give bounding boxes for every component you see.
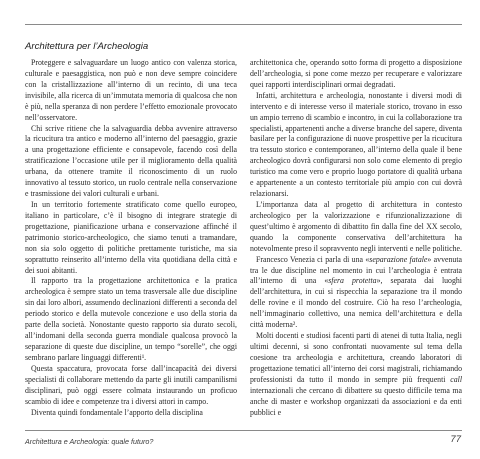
paragraph: Questa spaccatura, provocata forse dall’incapacità dei diversi specialisti di collaborare mettendo da parte gli inutili campanilismi disciplinari, può oggi essere colmata instaurando un proficuo scambio di idee e competenze tra i diversi attori in campo. xyxy=(25,363,237,406)
quote-italic: separazione fatale xyxy=(369,254,428,264)
text-run: Francesco Venezia ci parla di una « xyxy=(256,254,370,264)
paragraph: architettonica che, operando sotto forma di progetto a disposizione dell’archeologia, si pone come mezzo per recuperare e valorizzare quei rapporti interdisciplinari ormai degradati. xyxy=(250,58,462,89)
right-column xyxy=(250,58,462,420)
term-italic: call xyxy=(450,374,462,384)
section-title: Architettura per l’Archeologia xyxy=(25,41,149,52)
top-rule xyxy=(25,24,462,25)
paragraph xyxy=(250,331,462,418)
paragraph: Diventa quindi fondamentale l’apporto della disciplina xyxy=(31,407,203,417)
bottom-rule xyxy=(25,430,462,431)
paragraph: Infatti, architettura e archeologia, nonostante i diversi modi di intervento e di interesse verso il materiale storico, trovano in esso un ampio terreno di scambio e incontro, in cui la collaborazione tra specialisti, appartenenti anche a diverse branche del sapere, diventa basilare per la configurazione di nuove prospettive per la ricucitura tra tessuto storico e contemporaneo, all’interno della quale il bene archeologico dovrà configurarsi non solo come elemento di pregio turistico ma come vero e proprio luogo portatore di qualità urbana e appartenente a un contesto territoriale più ampio con cui dovrà relazionarsi. xyxy=(250,90,462,199)
paragraph: Chi scrive ritiene che la salvaguardia debba avvenire attraverso la ricucitura tra antico e moderno all’interno del paesaggio, grazie a una progettazione efficiente e consapevole, facendo così della stratificazione l’occasione utile per il miglioramento della qualità urbana, da ottenere tramite il riconoscimento di un ruolo innovativo al tessuto storico, un ruolo centrale nella conservazione e trasmissione dei valori culturali e urbani. xyxy=(25,123,237,199)
paragraph xyxy=(250,255,462,331)
quote-italic: sfera protetta xyxy=(328,276,377,286)
paragraph: L’importanza data al progetto di architettura in contesto archeologico per la valorizzazione e rifunzionalizzazione di quest’ultimo è argomento di dibattito fin dalla fine del XX secolo, quando la componente conservativa dell’architettura ha notevolmente preso il sopravvento negli interventi e nelle politiche. xyxy=(250,199,462,253)
paragraph: In un territorio fortemente stratificato come quello europeo, italiano in particolare, c’è il bisogno di integrare strategie di progettazione, pianificazione urbana e conservazione affinché il patrimonio storico-archeologico, che siamo tenuti a tramandare, non sia solo oggetto di politiche prettamente turistiche, ma sia soprattutto reinserito all’interno della vita quotidiana della città e dei suoi abitanti. xyxy=(25,199,237,275)
left-column xyxy=(25,58,237,420)
running-footer: Architettura e Archeologia: quale futuro? xyxy=(25,437,154,446)
paragraph: Il rapporto tra la progettazione architettonica e la pratica archeologica è sempre stato un tema trasversale alle due discipline sin dai loro albori, assumendo declinazioni differenti a seconda del periodo storico e della mutevole concezione e uso della storia da parte della società. Nonostante questo rapporto sia durato secoli, all’indomani della seconda guerra mondiale qualcosa provocò la separazione di queste due discipline, un tempo “sorelle”, che oggi sembrano parlare linguaggi differenti¹. xyxy=(25,276,237,362)
text-run: Molti docenti e studiosi facenti parti di atenei di tutta Italia, negli ultimi decenni, si sono confrontati nuovamente sul tema della coesione tra archeologia e architettura, creando laboratori di progettazione tematici all’interno dei corsi magistrali, richiamando professionisti da tutto il mondo in sempre più frequenti xyxy=(250,331,462,384)
text-run: », separata dai luoghi dell’architettura, in cui si rispecchia la separazione tra il mondo delle rovine e il mondo del costruire. Ciò ha reso l’archeologia, nell’immaginario collettivo, una nemica dell’architettura e della città moderna². xyxy=(250,276,462,330)
text-run: » avvenuta tra le due discipline nel momento in cui l’archeologia è entrata all’interno di una « xyxy=(250,254,462,286)
page-number: 77 xyxy=(450,434,461,445)
paragraph: Proteggere e salvaguardare un luogo antico con valenza storica, culturale e paesaggistica, non può e non deve sempre coincidere con la cristallizzazione all’interno di un recinto, di una teca invisibile, alla ricerca di un’immutata memoria di qualcosa che non è più, nella speranza di non perdere l’effetto emozionale provocato nell’osservatore. xyxy=(25,58,237,122)
text-run: internazionali che cercano di dibattere su questo difficile tema ma anche di master e workshop organizzati da associazioni e da enti pubblici e xyxy=(250,385,462,417)
